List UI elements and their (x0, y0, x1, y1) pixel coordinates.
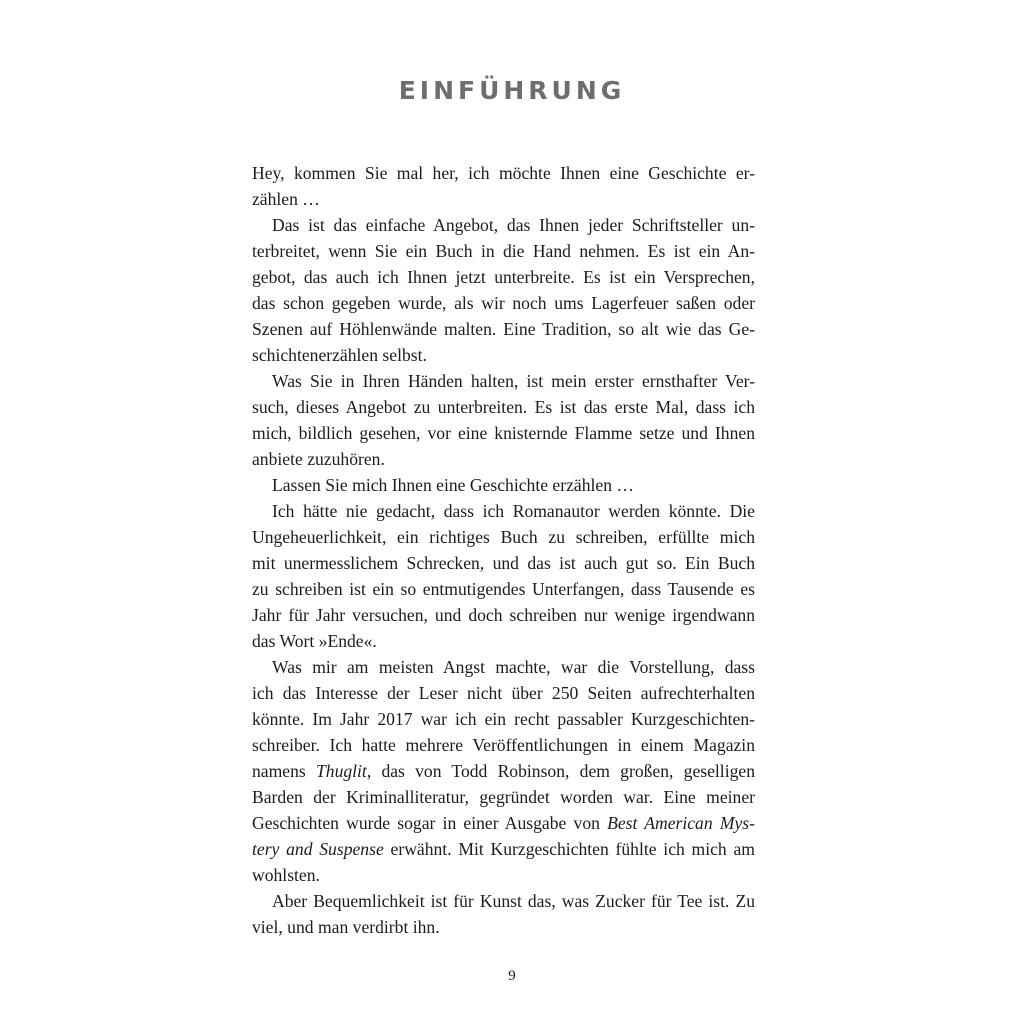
text-line: ich das Interesse der Leser nicht über 250 Seiten aufrechterhalten (252, 683, 755, 703)
text-line: könnte. Im Jahr 2017 war ich ein recht passabler Kurzgeschichten- (252, 709, 755, 729)
text-segment: Geschichten wurde sogar in einer Ausgabe von (252, 813, 608, 833)
text-line: Was mir am meisten Angst machte, war die Vorstellung, dass (272, 657, 755, 677)
anthology-title: Best American Mys- (607, 813, 755, 833)
text-line: such, dieses Angebot zu unterbreiten. Es ist das erste Mal, dass ich (252, 397, 755, 417)
text-segment: namens (252, 761, 316, 781)
text-line: Barden der Kriminalliteratur, gegründet worden war. Eine meiner (252, 787, 755, 807)
text-line: mich, bildlich gesehen, vor eine knisternde Flamme setze und Ihnen (252, 423, 755, 443)
magazine-title: Thuglit (315, 761, 367, 781)
text-line: schichtenerzählen selbst. (252, 345, 427, 365)
text-line: Ich hätte nie gedacht, dass ich Romanautor werden könnte. Die (272, 501, 755, 521)
text-line: das schon gegeben wurde, als wir noch ums Lagerfeuer saßen oder (252, 293, 755, 313)
text-line: Szenen auf Höhlenwände malten. Eine Tradition, so alt wie das Ge- (252, 319, 755, 339)
text-line: mit unermesslichem Schrecken, und das ist auch gut so. Ein Buch (252, 553, 755, 573)
text-line: das Wort »Ende«. (252, 631, 377, 651)
text-line: zu schreiben ist ein so entmutigendes Unterfangen, dass Tausende es (252, 579, 755, 599)
text-line: wohlsten. (252, 865, 320, 885)
body-text (252, 160, 755, 940)
text-segment: , das von Todd Robinson, dem großen, geselligen (366, 761, 755, 781)
text-line: anbiete zuzuhören. (252, 449, 385, 469)
page-number: 9 (508, 968, 516, 984)
text-segment: erwähnt. Mit Kurzgeschichten fühlte ich mich am (383, 839, 755, 859)
text-line: Hey, kommen Sie mal her, ich möchte Ihnen eine Geschichte er- (252, 163, 755, 183)
text-line: Lassen Sie mich Ihnen eine Geschichte erzählen … (272, 475, 634, 495)
text-line: zählen … (252, 189, 320, 209)
text-line: Das ist das einfache Angebot, das Ihnen jeder Schriftsteller un- (272, 215, 755, 235)
text-line: schreiber. Ich hatte mehrere Veröffentlichungen in einem Magazin (252, 735, 755, 755)
anthology-title: tery and Suspense (252, 839, 384, 859)
chapter-title: EINFÜHRUNG (398, 76, 626, 105)
text-line (252, 758, 755, 784)
text-line: Jahr für Jahr versuchen, und doch schreiben nur wenige irgendwann (252, 605, 755, 625)
text-line: viel, und man verdirbt ihn. (252, 917, 440, 937)
text-line: gebot, das auch ich Ihnen jetzt unterbreite. Es ist ein Versprechen, (252, 267, 755, 287)
text-line: terbreitet, wenn Sie ein Buch in die Hand nehmen. Es ist ein An- (252, 241, 755, 261)
text-line: Aber Bequemlichkeit ist für Kunst das, was Zucker für Tee ist. Zu (272, 891, 755, 911)
text-line: Was Sie in Ihren Händen halten, ist mein erster ernsthafter Ver- (272, 371, 755, 391)
text-line: Ungeheuerlichkeit, ein richtiges Buch zu schreiben, erfüllte mich (252, 527, 755, 547)
text-line (252, 810, 755, 836)
text-line (252, 836, 755, 862)
